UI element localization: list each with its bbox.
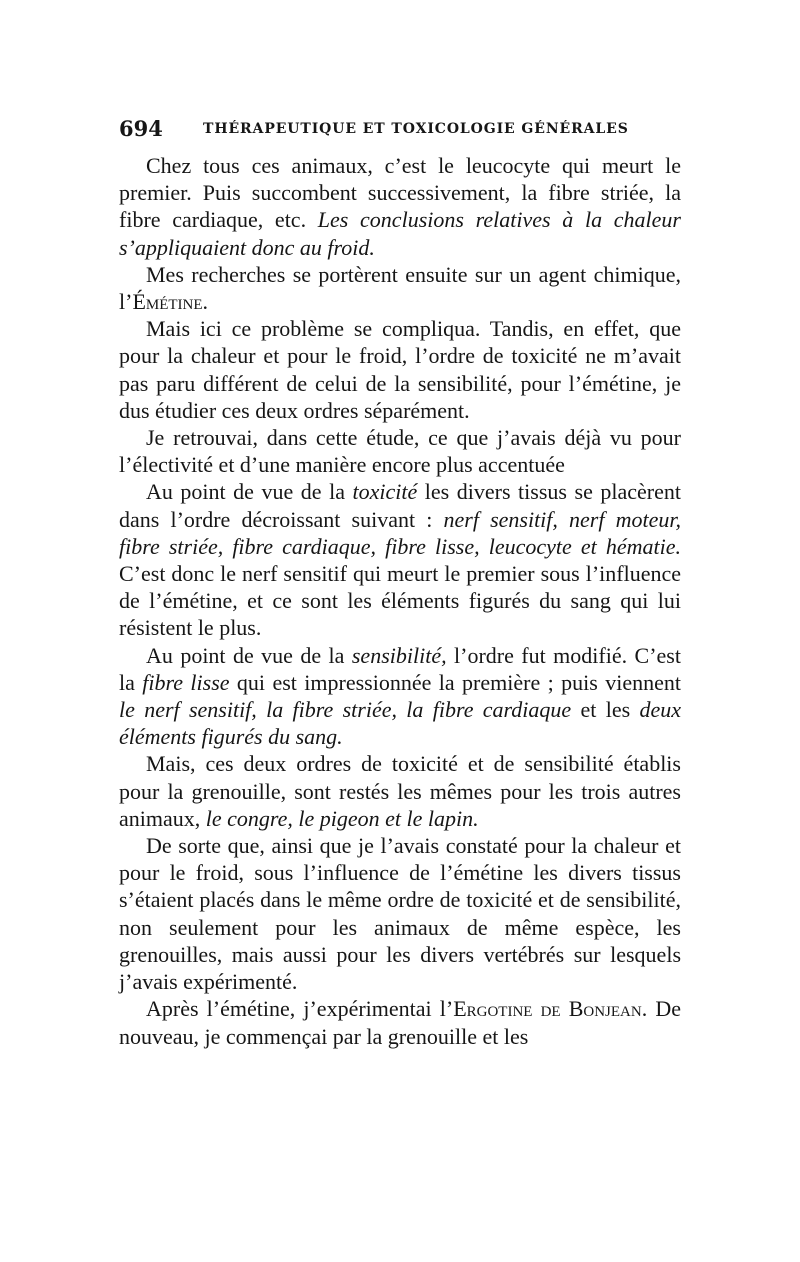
paragraph bbox=[119, 315, 681, 424]
text-segment: Mes recherches se portèrent ensuite sur un agent chimique, l’ bbox=[119, 261, 681, 315]
paragraph bbox=[119, 424, 681, 478]
italic-text: deux éléments figurés du sang. bbox=[119, 697, 681, 750]
text-segment: . De nouveau, je commençai par la grenouille et les bbox=[119, 996, 681, 1049]
text-segment: qui est impressionnée la première ; puis viennent bbox=[229, 669, 681, 695]
small-caps-text: Émétine bbox=[132, 289, 203, 315]
text-segment: et les bbox=[571, 697, 640, 723]
paragraph bbox=[119, 750, 681, 832]
text-segment: Je retrouvai, dans cette étude, ce que j’avais déjà vu pour l’électivité et d’une manière encore plus accentuée bbox=[119, 425, 681, 478]
paragraph bbox=[119, 152, 681, 261]
text-segment: C’est donc le nerf sensitif qui meurt le premier sous l’influence de l’émétine, et ce sont les éléments figurés du sang qui lui résistent le plus. bbox=[119, 561, 681, 641]
text-segment: Au point de vue de la bbox=[146, 642, 352, 668]
running-title: THÉRAPEUTIQUE ET TOXICOLOGIE GÉNÉRALES bbox=[203, 121, 629, 137]
page-number: 694 bbox=[119, 116, 163, 141]
paragraph bbox=[119, 832, 681, 995]
text-segment: l’ordre fut modifié. C’est la bbox=[119, 642, 681, 695]
italic-text: le nerf sensitif, la fibre striée, la fibre cardiaque bbox=[119, 697, 572, 723]
italic-text: nerf sensitif, nerf moteur, fibre striée, fibre cardiaque, fibre lisse, leucocyte et hématie. bbox=[119, 506, 682, 559]
paragraph bbox=[119, 642, 681, 751]
text-segment: Chez tous ces animaux, c’est le leucocyte qui meurt le premier. Puis succombent successivement, la fibre striée, la fibre cardiaque, etc. bbox=[119, 153, 681, 233]
text-segment: les divers tissus se placèrent dans l’ordre décroissant suivant : bbox=[119, 479, 681, 532]
text-segment: . bbox=[202, 289, 209, 315]
italic-text: sensibilité, bbox=[351, 642, 447, 668]
paragraph bbox=[119, 995, 681, 1049]
italic-text: le congre, le pigeon et le lapin. bbox=[205, 805, 479, 831]
paragraph bbox=[119, 261, 681, 315]
small-caps-text: Ergotine de Bonjean bbox=[453, 996, 642, 1022]
italic-text: Les conclusions relatives à la chaleur s’appliquaient donc au froid. bbox=[119, 207, 681, 260]
italic-text: fibre lisse bbox=[142, 669, 230, 695]
text-segment: Au point de vue de la bbox=[146, 479, 353, 505]
page-header bbox=[119, 114, 679, 144]
text-segment: De sorte que, ainsi que je l’avais constaté pour la chaleur et pour le froid, sous l’influence de l’émétine les divers tissus s’étaient placés dans le même ordre de toxicité et de sensibilité, non seulement pour les animaux de même espèce, les grenouilles, mais aussi pour les divers vertébrés sur lesquels j’avais expérimenté. bbox=[119, 833, 681, 995]
paragraph bbox=[119, 478, 681, 641]
italic-text: toxicité bbox=[352, 479, 418, 505]
text-segment: Après l’émétine, j’expérimentai l’ bbox=[146, 996, 454, 1022]
body-text bbox=[119, 152, 681, 1050]
text-segment: Mais, ces deux ordres de toxicité et de sensibilité établis pour la grenouille, sont restés les mêmes pour les trois autres animaux, bbox=[119, 751, 681, 831]
text-segment: Mais ici ce problème se compliqua. Tandis, en effet, que pour la chaleur et pour le froid, l’ordre de toxicité ne m’avait pas paru différent de celui de la sensibilité, pour l’émétine, je dus étudier ces deux ordres séparément. bbox=[119, 316, 681, 423]
